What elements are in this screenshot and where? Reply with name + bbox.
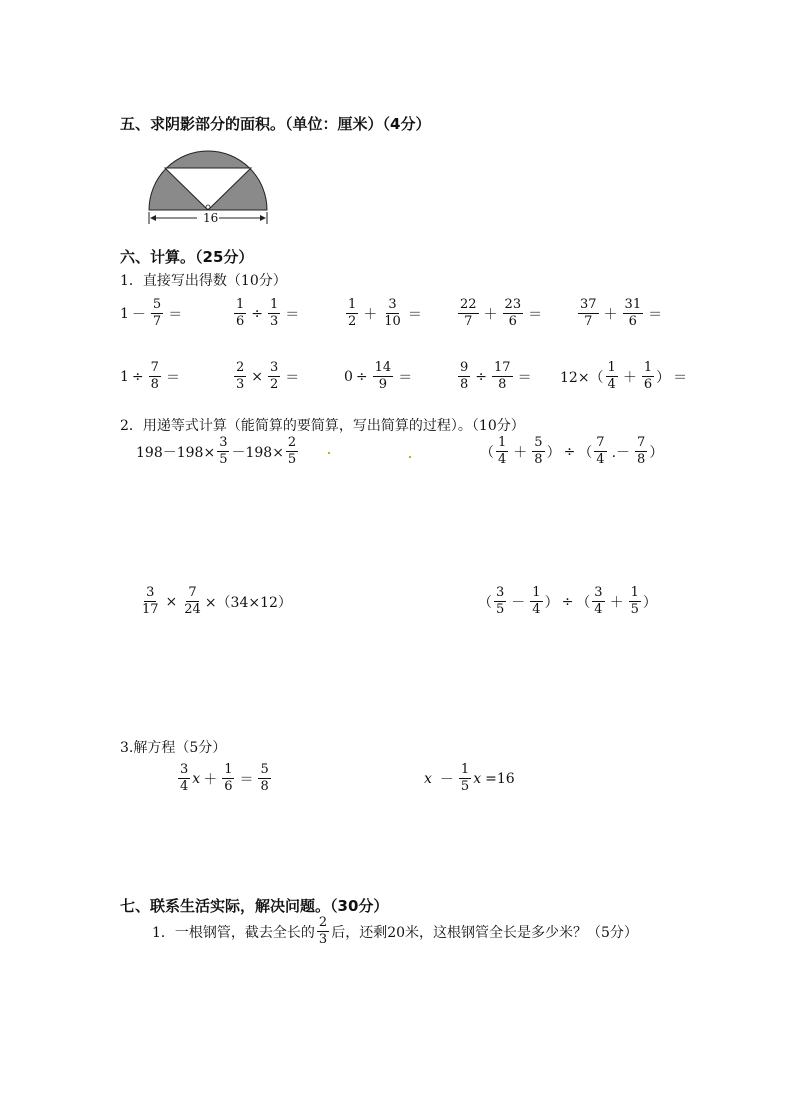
fraction: $\frac{23}{6}$ (504, 297, 522, 330)
fraction: $\frac{1}{5}$ (630, 585, 639, 618)
step-calc-expression-2: （ $\frac{1}{4}$ ＋ $\frac{5}{8}$ ） ÷ （ $\frac{7}{4}$ .－ $\frac{7}{8}$ ） (480, 435, 664, 468)
fraction: $\frac{1}{4}$ (498, 435, 507, 468)
mental-calc-item: $\frac{2}{3}$ × $\frac{3}{2}$ ＝ (236, 360, 300, 393)
mental-calc-item: 12×（ $\frac{1}{4}$ ＋ $\frac{1}{6}$ ） ＝ (560, 360, 688, 393)
fraction: $\frac{1}{6}$ (236, 297, 245, 330)
section-6-title: 六、计算。（25分） (120, 248, 254, 266)
stray-dot (409, 456, 411, 458)
fraction: $\frac{7}{8}$ (150, 360, 159, 393)
fraction: $\frac{31}{6}$ (624, 297, 642, 330)
part-1-title: 1．直接写出得数（10分） (120, 273, 287, 289)
fraction: $\frac{7}{24}$ (184, 585, 201, 618)
fraction: $\frac{1}{2}$ (348, 297, 357, 330)
part-3-title: 3.解方程（5分） (120, 740, 227, 756)
mental-calc-item: $\frac{22}{7}$ ＋ $\frac{23}{6}$ ＝ (460, 297, 543, 330)
stray-dot (328, 452, 330, 454)
fraction: $\frac{1}{5}$ (460, 762, 470, 795)
fraction: $\frac{3}{17}$ (142, 585, 159, 618)
mental-calc-item: 0 ÷ $\frac{14}{9}$ ＝ (344, 360, 413, 393)
section-7-title: 七、联系生活实际，解决问题。（30分） (120, 897, 389, 915)
fraction: $\frac{2}{3}$ (318, 915, 328, 948)
mental-calc-item: 1 ÷ $\frac{7}{8}$ ＝ (120, 360, 180, 393)
mental-calc-item: $\frac{1}{2}$ ＋ $\frac{3}{10}$ ＝ (348, 297, 422, 330)
fraction: $\frac{5}{8}$ (534, 435, 543, 468)
fraction: $\frac{7}{8}$ (637, 435, 646, 468)
fraction: $\frac{3}{10}$ (384, 297, 401, 330)
fraction: $\frac{22}{7}$ (460, 297, 477, 330)
word-problem-1: 1．一根钢管，截去全长的 $\frac{2}{3}$ 后，还剩20米，这根钢管全长是多少米？（5分） (152, 915, 638, 948)
equation-2: x － $\frac{1}{5}$ x =16 (424, 762, 515, 795)
mental-calc-item: $\frac{37}{7}$ ＋ $\frac{31}{6}$ ＝ (580, 297, 663, 330)
equation-1: $\frac{3}{4}$ x ＋ $\frac{1}{6}$ ＝ $\frac{5}{8}$ (180, 762, 269, 795)
fraction: $\frac{3}{4}$ (180, 762, 189, 795)
fraction: $\frac{2}{3}$ (236, 360, 245, 393)
fraction: $\frac{37}{7}$ (580, 297, 597, 330)
section-5-title: 五、求阴影部分的面积。（单位：厘米）（4分） (120, 115, 431, 133)
fraction: $\frac{3}{5}$ (219, 435, 228, 468)
fraction: $\frac{5}{8}$ (260, 762, 269, 795)
figure-dimension-label: 16 (203, 211, 219, 225)
step-calc-expression-3: $\frac{3}{17}$ × $\frac{7}{24}$ ×（34×12） (142, 585, 292, 618)
fraction: $\frac{17}{8}$ (494, 360, 511, 393)
mental-calc-item: $\frac{9}{8}$ ÷ $\frac{17}{8}$ ＝ (460, 360, 532, 393)
fraction: $\frac{1}{6}$ (224, 762, 233, 795)
part-2-title: 2．用递等式计算（能简算的要简算，写出简算的过程）。（10分） (120, 418, 525, 434)
mental-calc-item: 1 － $\frac{5}{7}$ ＝ (120, 297, 183, 330)
fraction: $\frac{7}{4}$ (596, 435, 605, 468)
fraction: $\frac{1}{3}$ (270, 297, 279, 330)
step-calc-expression-1: 198－198× $\frac{3}{5}$ －198× $\frac{2}{5}$ (136, 435, 297, 468)
fraction: $\frac{14}{9}$ (374, 360, 392, 393)
fraction: $\frac{9}{8}$ (460, 360, 469, 393)
fraction: $\frac{1}{6}$ (643, 360, 653, 393)
fraction: $\frac{1}{4}$ (607, 360, 616, 393)
fraction: $\frac{5}{7}$ (152, 297, 162, 330)
fraction: $\frac{3}{5}$ (496, 585, 505, 618)
fraction: $\frac{2}{5}$ (287, 435, 297, 468)
step-calc-expression-4: （ $\frac{3}{5}$ － $\frac{1}{4}$ ） ÷ （ $\frac{3}{4}$ ＋ $\frac{1}{5}$ ） (478, 585, 657, 618)
mental-calc-item: $\frac{1}{6}$ ÷ $\frac{1}{3}$ ＝ (236, 297, 300, 330)
fraction: $\frac{1}{4}$ (532, 585, 541, 618)
fraction: $\frac{3}{2}$ (270, 360, 279, 393)
fraction: $\frac{3}{4}$ (594, 585, 603, 618)
